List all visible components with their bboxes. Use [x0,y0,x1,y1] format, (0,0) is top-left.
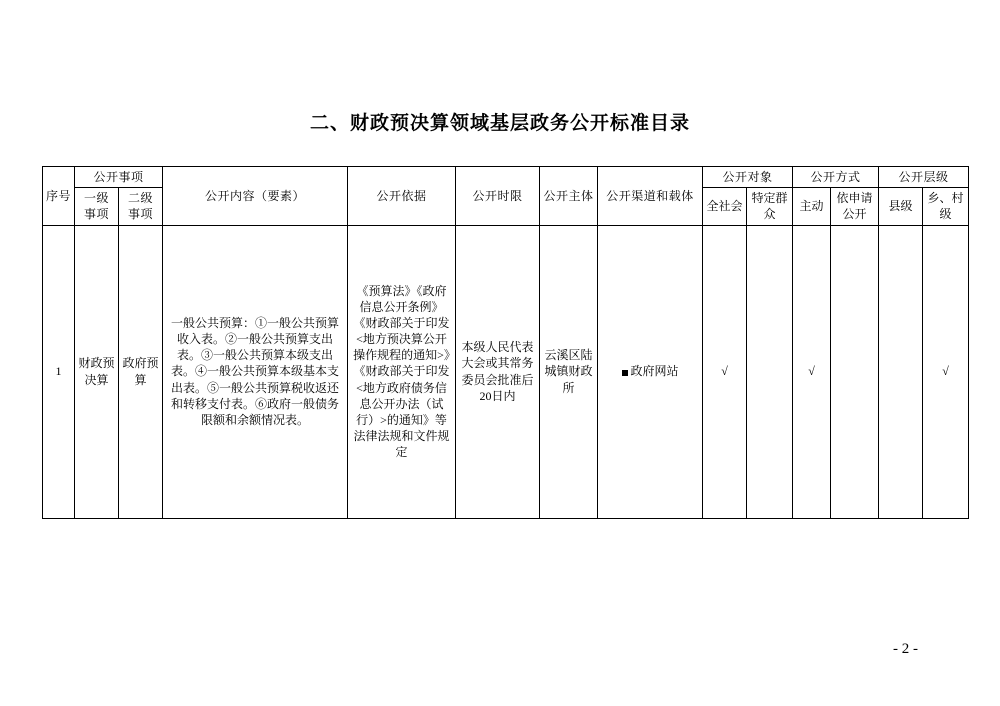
page-title: 二、财政预决算领域基层政务公开标准目录 [309,113,690,134]
cell-method-request [831,225,879,518]
column-header-target-all: 全社会 [703,188,747,225]
cell-target-all: √ [703,225,747,518]
cell-target-specific [747,225,793,518]
table-row [43,225,969,518]
cell-level-county [879,225,923,518]
group-header-public-targets: 公开对象 [703,167,793,188]
cell-method-active: √ [793,225,831,518]
column-header-target-specific: 特定群众 [747,188,793,225]
cell-channel [598,225,703,518]
column-header-level2: 二级事项 [119,188,163,225]
cell-deadline: 本级人民代表大会或其常务委员会批准后20日内 [456,225,540,518]
cell-level-town: √ [923,225,969,518]
cell-content: 一般公共预算：①一般公共预算收入表。②一般公共预算支出表。③一般公共预算本级支出表。④一般公共预算本级基本支出表。⑤一般公共预算税收返还和转移支付表。⑥政府一般债务限额和余额情况表。 [163,225,348,518]
cell-subject: 云溪区陆城镇财政所 [540,225,598,518]
column-header-subject: 公开主体 [540,167,598,226]
column-header-method-active: 主动 [793,188,831,225]
column-header-level1: 一级事项 [75,188,119,225]
column-header-basis: 公开依据 [348,167,456,226]
column-header-deadline: 公开时限 [456,167,540,226]
group-header-public-levels: 公开层级 [879,167,969,188]
column-header-channel: 公开渠道和载体 [598,167,703,226]
cell-level1: 财政预决算 [75,225,119,518]
cell-channel-label: 政府网站 [630,364,679,379]
cell-level2: 政府预算 [119,225,163,518]
cell-basis: 《预算法》《政府信息公开条例》《财政部关于印发<地方预决算公开操作规程的通知>》《财政部关于印发<地方政府债务信息公开办法（试行）>的通知》等法律法规和文件规定 [348,225,456,518]
column-header-level-town: 乡、村级 [923,188,969,225]
page-number: - 2 - [893,641,918,657]
column-header-method-request: 依申请公开 [831,188,879,225]
column-header-seq: 序号 [43,167,75,226]
standard-catalog-table [42,166,969,519]
cell-seq: 1 [43,225,75,518]
column-header-level-county: 县级 [879,188,923,225]
group-header-public-items: 公开事项 [75,167,163,188]
table-header-group-row [43,167,969,188]
column-header-content: 公开内容（要素） [163,167,348,226]
square-bullet-icon [622,370,628,376]
group-header-public-methods: 公开方式 [793,167,879,188]
